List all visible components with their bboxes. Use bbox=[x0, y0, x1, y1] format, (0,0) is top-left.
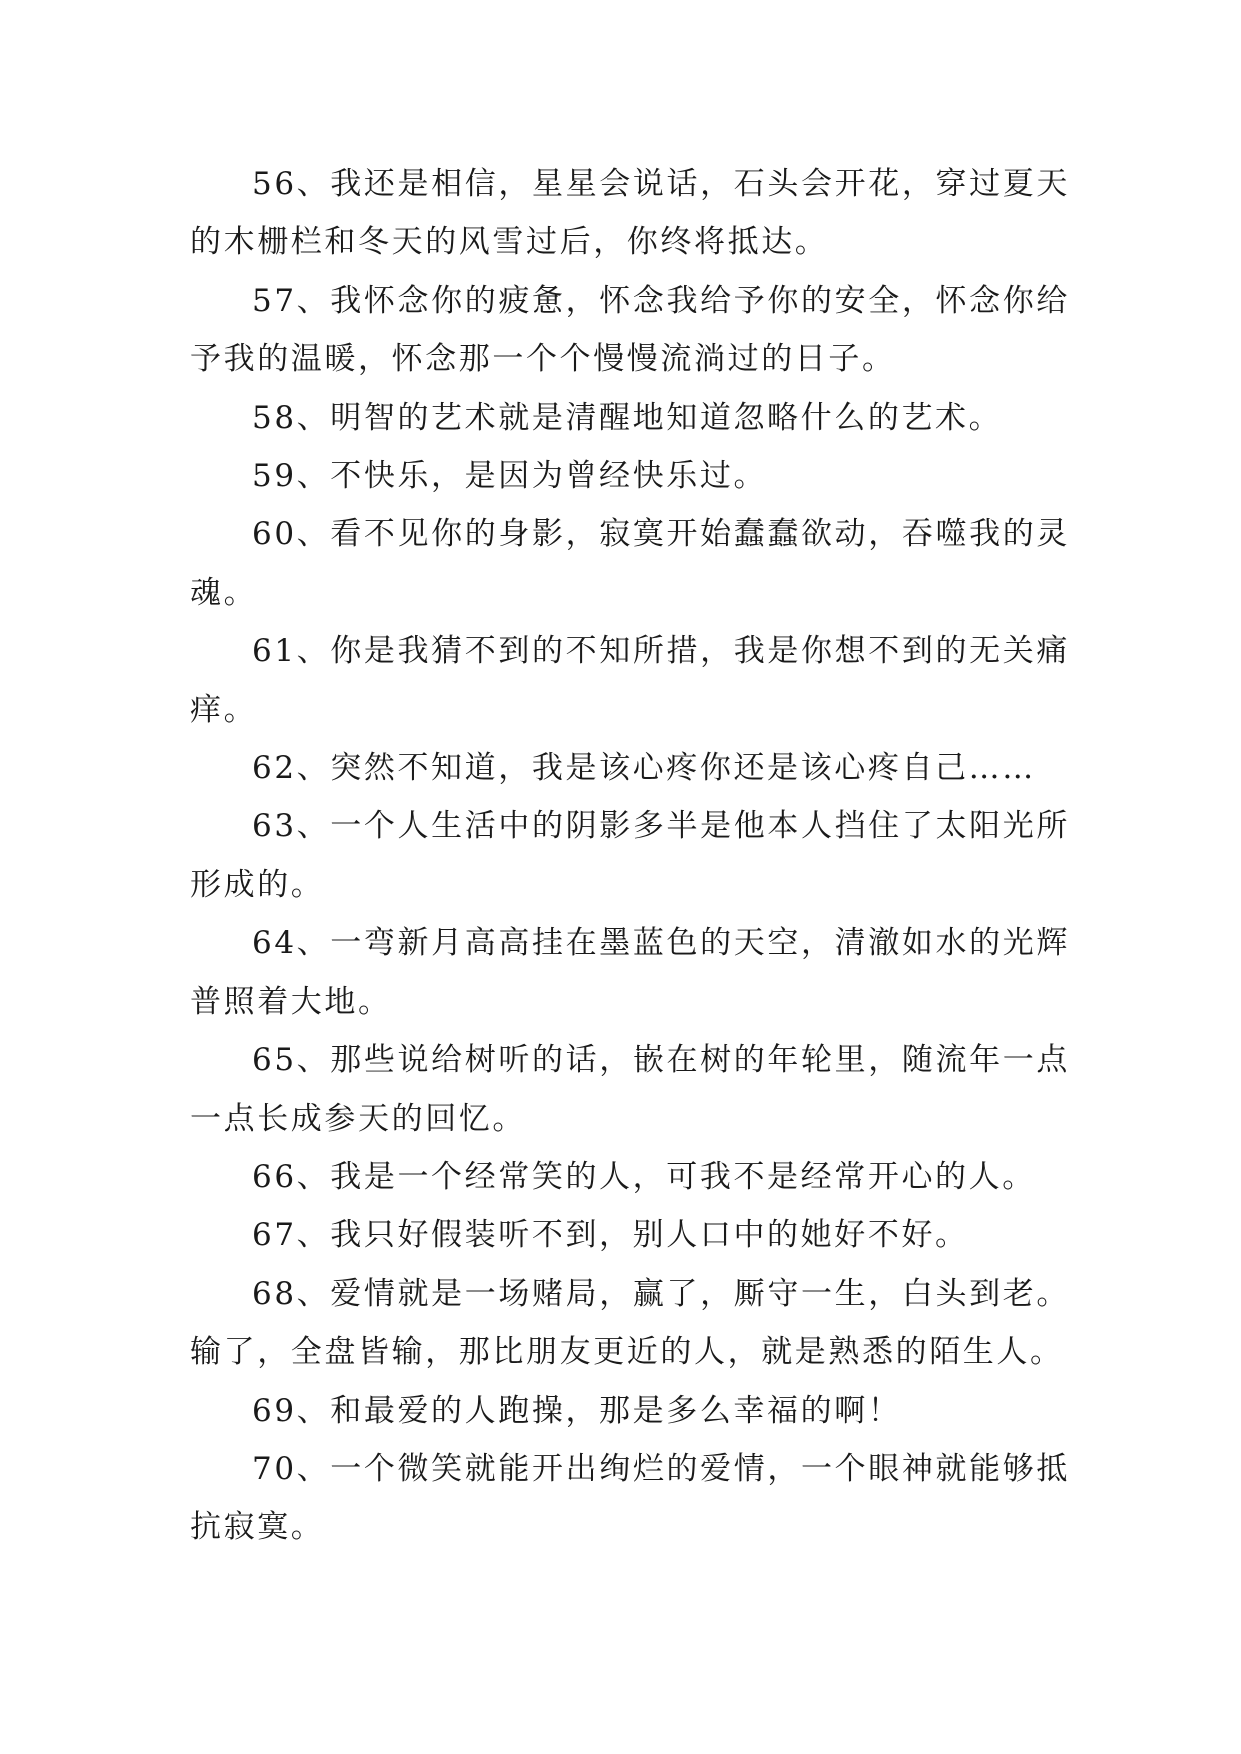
paragraph-60: 60、看不见你的身影，寂寞开始蠢蠢欲动，吞噬我的灵魂。 bbox=[190, 516, 1070, 611]
paragraph-57: 57、我怀念你的疲惫，怀念我给予你的安全，怀念你给予我的温暖，怀念那一个个慢慢流淌过的日子。 bbox=[190, 282, 1070, 378]
paragraph-70: 70、一个微笑就能开出绚烂的爱情，一个眼神就能够抵抗寂寞。 bbox=[190, 1450, 1070, 1546]
paragraph-65: 65、那些说给树听的话，嵌在树的年轮里，随流年一点一点长成参天的回忆。 bbox=[190, 1042, 1070, 1137]
paragraph-59: 59、不快乐，是因为曾经快乐过。 bbox=[252, 458, 768, 495]
paragraph-66: 66、我是一个经常笑的人，可我不是经常开心的人。 bbox=[252, 1158, 1036, 1195]
paragraph-61: 61、你是我猜不到的不知所措，我是你想不到的无关痛痒。 bbox=[190, 633, 1070, 728]
paragraph-67: 67、我只好假装听不到，别人口中的她好不好。 bbox=[252, 1217, 969, 1254]
paragraph-58: 58、明智的艺术就是清醒地知道忽略什么的艺术。 bbox=[252, 399, 1003, 436]
document-body bbox=[190, 155, 1070, 1557]
paragraph-63: 63、一个人生活中的阴影多半是他本人挡住了太阳光所形成的。 bbox=[190, 808, 1070, 903]
paragraph-68: 68、爱情就是一场赌局，赢了，厮守一生，白头到老。输了，全盘皆输，那比朋友更近的人，就是熟悉的陌生人。 bbox=[190, 1275, 1070, 1371]
paragraph-56: 56、我还是相信，星星会说话，石头会开花，穿过夏天的木栅栏和冬天的风雪过后，你终将抵达。 bbox=[190, 166, 1070, 261]
paragraph-62: 62、突然不知道，我是该心疼你还是该心疼自己…… bbox=[252, 750, 1036, 787]
paragraph-69: 69、和最爱的人跑操，那是多么幸福的啊！ bbox=[252, 1392, 902, 1429]
paragraph-64: 64、一弯新月高高挂在墨蓝色的天空，清澈如水的光辉普照着大地。 bbox=[190, 925, 1070, 1020]
